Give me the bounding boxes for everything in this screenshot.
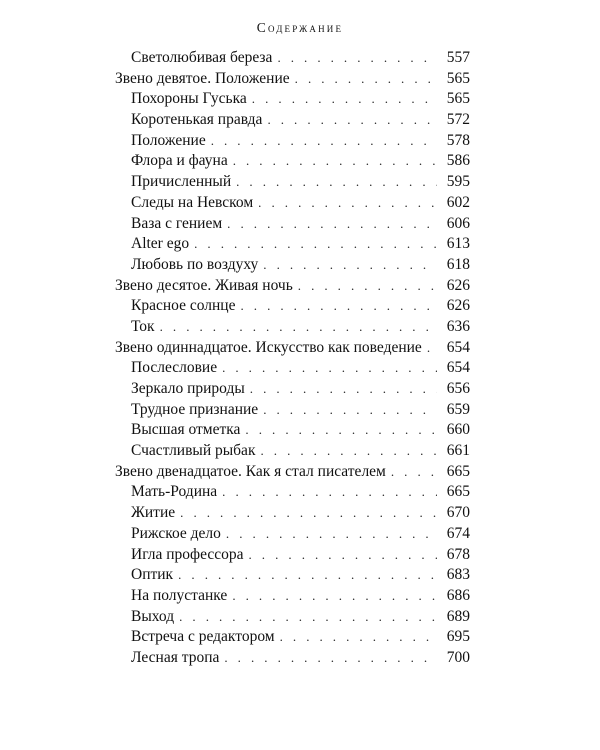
toc-entry-title: Звено двенадцатое. Как я стал писателем <box>115 462 386 480</box>
toc-page-number: 636 <box>446 317 470 335</box>
toc-page-number: 660 <box>446 421 470 439</box>
toc-chapter-row <box>115 482 470 503</box>
toc-section-row <box>115 462 470 483</box>
toc-entry-title: Похороны Гуська <box>131 90 247 108</box>
toc-chapter-row <box>115 441 470 462</box>
toc-section-row <box>115 276 470 297</box>
toc-chapter-row <box>115 131 470 152</box>
toc-page-number: 586 <box>446 152 470 170</box>
toc-entry-title: Высшая отметка <box>131 421 241 439</box>
toc-entry-title: Красное солнце <box>131 297 236 315</box>
toc-chapter-row <box>115 214 470 235</box>
toc-entry-title: Звено десятое. Живая ночь <box>115 276 293 294</box>
toc-entry-title: Светолюбивая береза <box>131 49 273 66</box>
dot-leader <box>222 358 437 379</box>
toc-chapter-row <box>115 48 470 69</box>
running-head: Содержание <box>256 20 344 35</box>
dot-leader <box>233 151 437 172</box>
toc-chapter-row <box>115 234 470 255</box>
dot-leader <box>227 214 437 235</box>
toc-page-number: 654 <box>446 359 470 377</box>
toc-entry-title: Трудное признание <box>131 400 259 418</box>
toc-entry-title: Любовь по воздуху <box>131 255 259 273</box>
dot-leader <box>232 586 437 607</box>
toc-chapter-row <box>115 607 470 628</box>
toc-page-number: 674 <box>446 524 470 542</box>
toc-entry-title: Игла профессора <box>131 545 244 563</box>
dot-leader <box>298 276 437 297</box>
toc-chapter-row <box>115 89 470 110</box>
toc-chapter-row <box>115 358 470 379</box>
toc-page-number: 678 <box>446 545 470 563</box>
toc-entry-title: Alter ego <box>131 235 190 253</box>
toc-page-number: 613 <box>446 235 470 253</box>
toc-page-number: 654 <box>446 338 470 356</box>
toc-chapter-row <box>115 565 470 586</box>
toc-page-number: 661 <box>446 442 470 460</box>
toc-page-number: 595 <box>446 173 470 191</box>
toc-page-number: 700 <box>446 648 470 666</box>
toc-entry-title: Ваза с гением <box>131 214 223 232</box>
dot-leader <box>249 545 438 566</box>
toc-page-number: 695 <box>446 628 470 646</box>
toc-page-number: 670 <box>446 504 470 522</box>
toc-entry-title: Встреча с редактором <box>131 628 275 646</box>
toc-page-number: 659 <box>446 400 470 418</box>
toc-chapter-row <box>115 503 470 524</box>
toc-page-number: 565 <box>446 90 470 108</box>
toc-entry-title: Ток <box>131 317 155 335</box>
dot-leader <box>277 48 437 69</box>
toc-entry-title: Счастливый рыбак <box>131 442 256 460</box>
table-of-contents <box>115 48 470 669</box>
toc-chapter-row <box>115 400 470 421</box>
toc-chapter-row <box>115 172 470 193</box>
toc-entry-title: Зеркало природы <box>131 380 245 397</box>
dot-leader <box>280 627 437 648</box>
toc-entry-title: Житие <box>131 504 176 522</box>
dot-leader <box>160 317 437 338</box>
toc-chapter-row <box>115 648 470 669</box>
toc-page-number: 602 <box>446 193 470 211</box>
toc-entry-title: Причисленный <box>131 173 232 191</box>
dot-leader <box>250 379 437 400</box>
dot-leader <box>226 524 437 545</box>
dot-leader <box>258 193 437 214</box>
dot-leader <box>222 482 437 503</box>
toc-entry-title: Рижское дело <box>131 524 221 542</box>
toc-section-row <box>115 338 470 359</box>
toc-chapter-row <box>115 151 470 172</box>
toc-page-number: 626 <box>446 297 470 315</box>
dot-leader <box>295 69 437 90</box>
dot-leader <box>240 296 437 317</box>
toc-chapter-row <box>115 586 470 607</box>
dot-leader <box>252 89 437 110</box>
toc-page-number: 665 <box>446 462 470 480</box>
toc-entry-title: Коротенькая правда <box>131 111 263 129</box>
toc-chapter-row <box>115 317 470 338</box>
dot-leader <box>179 607 437 628</box>
toc-page-number: 689 <box>446 607 470 625</box>
toc-page-number: 618 <box>446 255 470 273</box>
toc-page-number: 565 <box>446 69 470 87</box>
dot-leader <box>267 110 437 131</box>
dot-leader <box>260 441 437 462</box>
toc-page-number: 686 <box>446 586 470 604</box>
toc-page-number: 626 <box>446 276 470 294</box>
dot-leader <box>178 565 437 586</box>
toc-entry-title: Выход <box>131 607 175 625</box>
toc-chapter-row <box>115 255 470 276</box>
toc-chapter-row <box>115 379 470 400</box>
dot-leader <box>245 420 437 441</box>
toc-chapter-row <box>115 545 470 566</box>
toc-page-number: 557 <box>446 49 470 66</box>
toc-entry-title: Звено одиннадцатое. Искусство как поведение <box>115 338 422 356</box>
toc-entry-title: Положение <box>131 131 206 149</box>
toc-page-number: 665 <box>446 483 470 501</box>
toc-chapter-row <box>115 627 470 648</box>
toc-page-number: 683 <box>446 566 470 584</box>
toc-page-number: 656 <box>446 380 470 397</box>
toc-chapter-row <box>115 420 470 441</box>
dot-leader <box>224 648 437 669</box>
toc-entry-title: Лесная тропа <box>131 648 220 666</box>
dot-leader <box>211 131 437 152</box>
dot-leader <box>391 462 437 483</box>
dot-leader <box>263 255 437 276</box>
dot-leader <box>180 503 437 524</box>
toc-entry-title: Мать-Родина <box>131 483 218 501</box>
toc-entry-title: На полустанке <box>131 586 228 604</box>
toc-chapter-row <box>115 524 470 545</box>
dot-leader <box>236 172 437 193</box>
toc-chapter-row <box>115 110 470 131</box>
toc-entry-title: Послесловие <box>131 359 218 377</box>
dot-leader <box>194 234 437 255</box>
dot-leader <box>427 338 437 359</box>
toc-entry-title: Следы на Невском <box>131 193 254 211</box>
toc-entry-title: Флора и фауна <box>131 152 228 170</box>
toc-entry-title: Звено девятое. Положение <box>115 69 290 87</box>
toc-section-row <box>115 69 470 90</box>
toc-page-number: 578 <box>446 131 470 149</box>
toc-chapter-row <box>115 296 470 317</box>
toc-chapter-row <box>115 193 470 214</box>
toc-entry-title: Оптик <box>131 566 174 584</box>
dot-leader <box>263 400 437 421</box>
toc-page-number: 606 <box>446 214 470 232</box>
toc-page-number: 572 <box>446 111 470 129</box>
